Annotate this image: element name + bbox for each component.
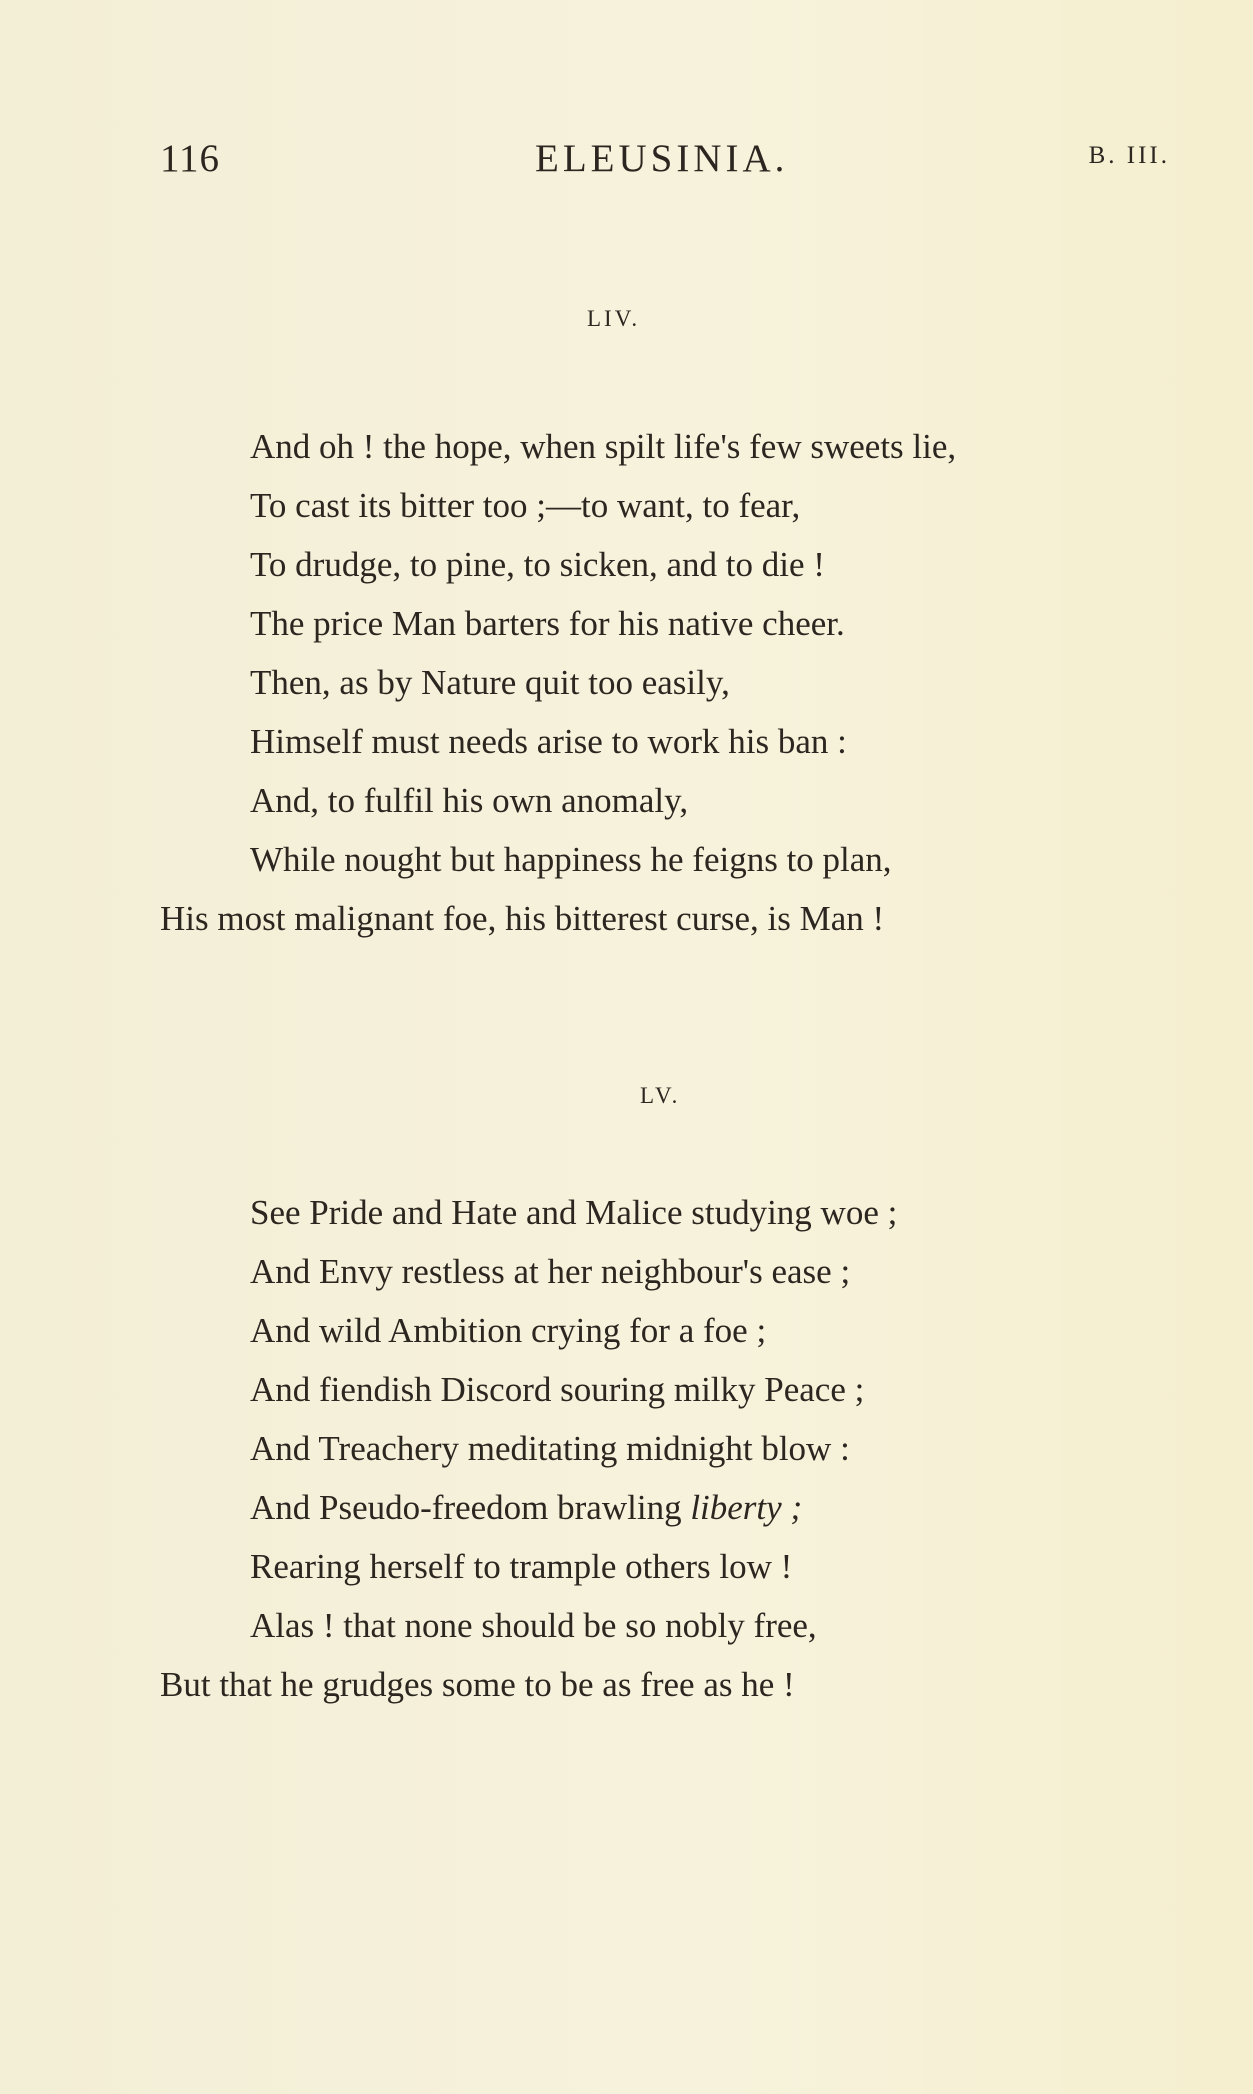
verse-line-alexandrine: His most malignant foe, his bitterest curse, is Man ! [160,899,885,938]
stanza-liv [160,417,1200,948]
verse-line: And Pseudo-freedom brawling liberty ; [250,1488,803,1527]
verse-line: And wild Ambition crying for a foe ; [250,1311,767,1350]
verse-line: And Treachery meditating midnight blow : [250,1429,850,1468]
book-title: ELEUSINIA. [535,137,789,180]
verse-line: And oh ! the hope, when spilt life's few sweets lie, [250,427,957,466]
verse-line-alexandrine: But that he grudges some to be as free as he ! [160,1665,795,1704]
book-reference: B. III. [1088,142,1170,169]
verse-line: And Envy restless at her neighbour's ease ; [250,1252,851,1291]
verse-line: Then, as by Nature quit too easily, [250,663,730,702]
verse-line: See Pride and Hate and Malice studying woe ; [250,1193,898,1232]
verse-line: And fiendish Discord souring milky Peace ; [250,1370,865,1409]
verse-line: While nought but happiness he feigns to plan, [250,840,892,879]
verse-line: Rearing herself to trample others low ! [250,1547,793,1586]
verse-line: To cast its bitter too ;—to want, to fear, [250,486,801,525]
verse-line: Alas ! that none should be so nobly free, [250,1606,817,1645]
running-head [160,136,1170,186]
page-number: 116 [160,137,221,180]
verse-line: To drudge, to pine, to sicken, and to die ! [250,545,825,584]
stanza-lv [160,1183,1200,1714]
verse-line: Himself must needs arise to work his ban : [250,722,847,761]
italic-word: liberty ; [690,1488,803,1527]
stanza-number-liv: LIV. [587,306,641,331]
stanza-number-lv: LV. [640,1083,681,1108]
verse-line: And, to fulfil his own anomaly, [250,781,689,820]
verse-line: The price Man barters for his native cheer. [250,604,845,643]
